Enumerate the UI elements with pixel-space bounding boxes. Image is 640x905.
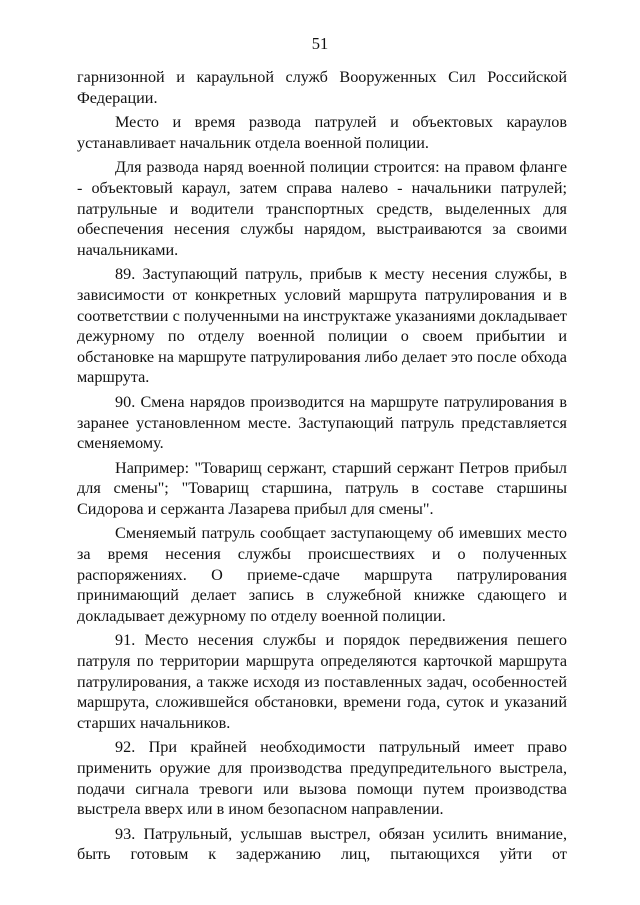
paragraph-example: Например: "Товарищ сержант, старший сержант Петров прибыл для смены"; "Товарищ старшина, патруль в составе старшины Сидорова и сержанта Лазарева прибыл для смены". bbox=[77, 458, 567, 518]
paragraph-handover: Сменяемый патруль сообщает заступающему об имевших место за время несения службы происшествиях и о полученных распоряжениях. О приеме-сдаче маршрута патрулирования принимающий делает запись в служебной книжке сдающего и докладывает дежурному по отделу военной полиции. bbox=[77, 524, 567, 625]
paragraph-formation: Для развода наряд военной полиции строится: на правом фланге - объектовый караул, затем справа налево - начальники патрулей; патрульные и водители транспортных средств, выделенных для обеспечения несения службы нарядом, выстраиваются за своими начальниками. bbox=[77, 158, 567, 259]
paragraph-92: 92. При крайней необходимости патрульный имеет право применить оружие для производства предупредительного выстрела, подачи сигнала тревоги или вызова помощи путем производства выстрела вверх или в ином безопасном направлении. bbox=[77, 738, 567, 819]
paragraph-91: 91. Место несения службы и порядок передвижения пешего патруля по территории маршрута определяются карточкой маршрута патрулирования, а также исходя из поставленных задач, особенностей маршрута, сложившейся обстановки, времени года, суток и указаний старших начальников. bbox=[77, 631, 567, 732]
paragraph-patrol-briefing-place: Место и время развода патрулей и объектовых караулов устанавливает начальник отдела военной полиции. bbox=[77, 113, 567, 152]
page-number: 51 bbox=[311, 34, 329, 53]
paragraph-90: 90. Смена нарядов производится на маршруте патрулирования в заранее установленном месте. Заступающий патруль представляется сменяемому. bbox=[77, 392, 567, 453]
paragraph-continuation: гарнизонной и караульной служб Вооруженных Сил Российской Федерации. bbox=[77, 68, 567, 107]
paragraph-93: 93. Патрульный, услышав выстрел, обязан усилить внимание, быть готовым к задержанию лиц, пытающихся уйти от bbox=[77, 824, 567, 864]
paragraph-89: 89. Заступающий патруль, прибыв к месту несения службы, в зависимости от конкретных условий маршрута патрулирования и в соответствии с полученными на инструктаже указаниями докладывает дежурному по отделу военной полиции о своем прибытии и обстановке на маршруте патрулирования либо делает это после обхода маршрута. bbox=[77, 265, 567, 387]
document-body bbox=[77, 67, 567, 869]
